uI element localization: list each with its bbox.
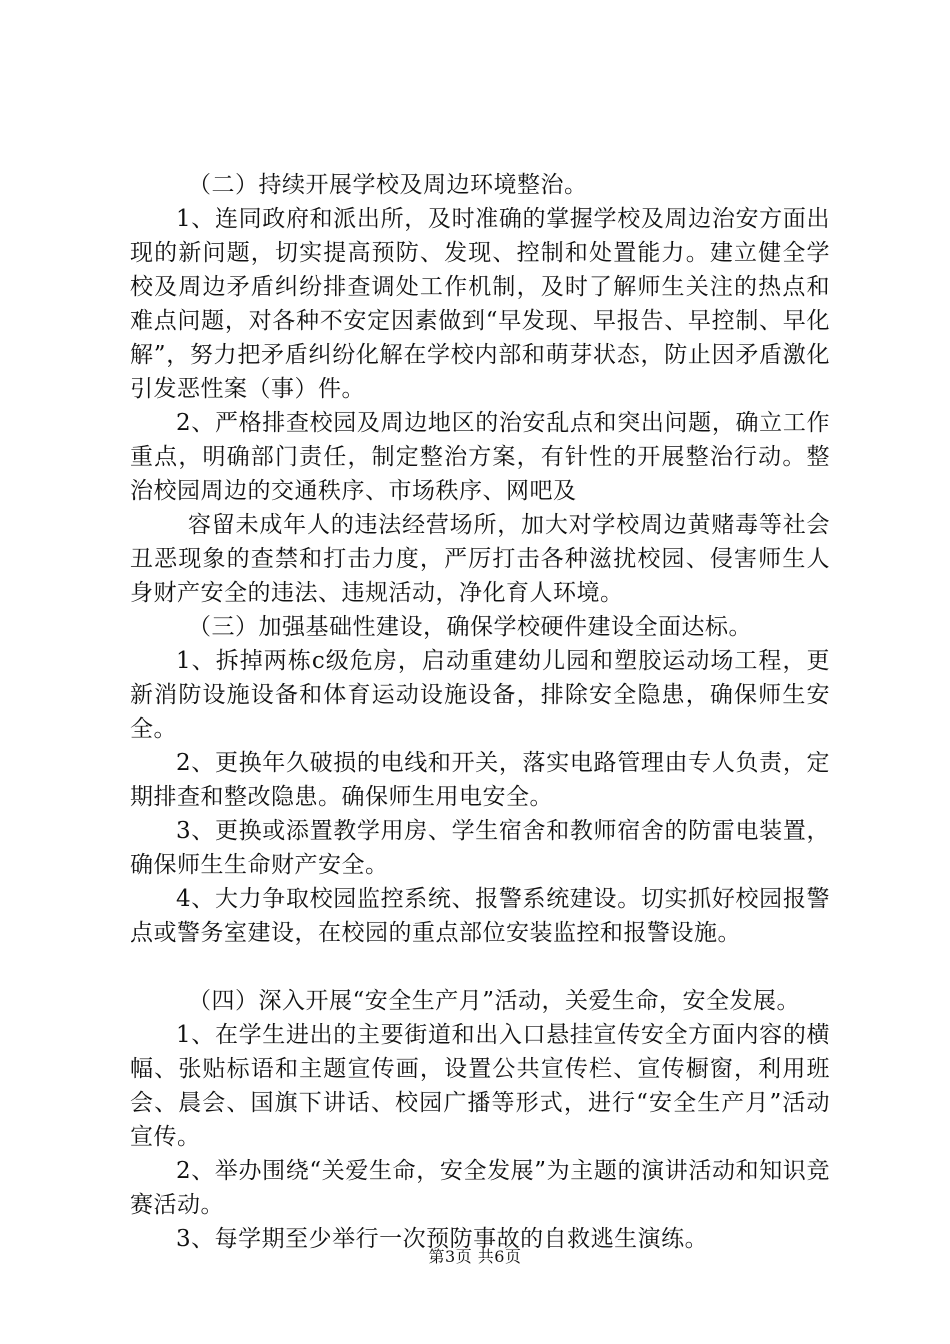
paragraph-4-1: 1、在学生进出的主要街道和出入口悬挂宣传安全方面内容的横幅、张贴标语和主题宣传画，设置公共宣传栏、宣传橱窗，利用班会、晨会、国旗下讲话、校园广播等形式，进行“安全生产月”活动宣传。 <box>130 1022 830 1150</box>
section-heading-4: （四）深入开展“安全生产月”活动，关爱生命，安全发展。 <box>188 988 801 1014</box>
paragraph-2-1: 1、连同政府和派出所，及时准确的掌握学校及周边治安方面出现的新问题，切实提高预防、发现、控制和处置能力。建立健全学校及周边矛盾纠纷排查调处工作机制，及时了解师生关注的热点和难点问题，对各种不安定因素做到“早发现、早报告、早控制、早化解”，努力把矛盾纠纷化解在学校内部和萌芽状态，防止因矛盾激化引发恶性案（事）件。 <box>130 206 830 402</box>
paragraph-2-2: 2、严格排查校园及周边地区的治安乱点和突出问题，确立工作重点，明确部门责任，制定整治方案，有针性的开展整治行动。整治校园周边的交通秩序、市场秩序、网吧及 <box>130 410 830 504</box>
paragraph-4-2: 2、举办围绕“关爱生命，安全发展”为主题的演讲活动和知识竞赛活动。 <box>130 1158 830 1218</box>
paragraph-4-3: 3、每学期至少举行一次预防事故的自救逃生演练。 <box>176 1226 709 1252</box>
section-heading-2: （二）持续开展学校及周边环境整治。 <box>188 172 588 198</box>
paragraph-2-2-continued: 容留未成年人的违法经营场所，加大对学校周边黄赌毒等社会丑恶现象的查禁和打击力度，严厉打击各种滋扰校园、侵害师生人身财产安全的违法、违规活动，净化育人环境。 <box>130 512 830 606</box>
paragraph-3-4: 4、大力争取校园监控系统、报警系统建设。切实抓好校园报警点或警务室建设，在校园的重点部位安装监控和报警设施。 <box>130 886 830 946</box>
page-number-footer: 第3页 共6页 <box>428 1247 522 1266</box>
paragraph-3-2: 2、更换年久破损的电线和开关，落实电路管理由专人负责，定期排查和整改隐患。确保师生用电安全。 <box>130 750 830 810</box>
paragraph-3-1: 1、拆掉两栋c级危房，启动重建幼儿园和塑胶运动场工程，更新消防设施设备和体育运动设施设备，排除安全隐患，确保师生安全。 <box>130 648 830 742</box>
section-heading-3: （三）加强基础性建设，确保学校硬件建设全面达标。 <box>188 614 752 640</box>
document-body <box>130 168 830 1256</box>
paragraph-3-3: 3、更换或添置教学用房、学生宿舍和教师宿舍的防雷电装置，确保师生生命财产安全。 <box>130 818 830 878</box>
